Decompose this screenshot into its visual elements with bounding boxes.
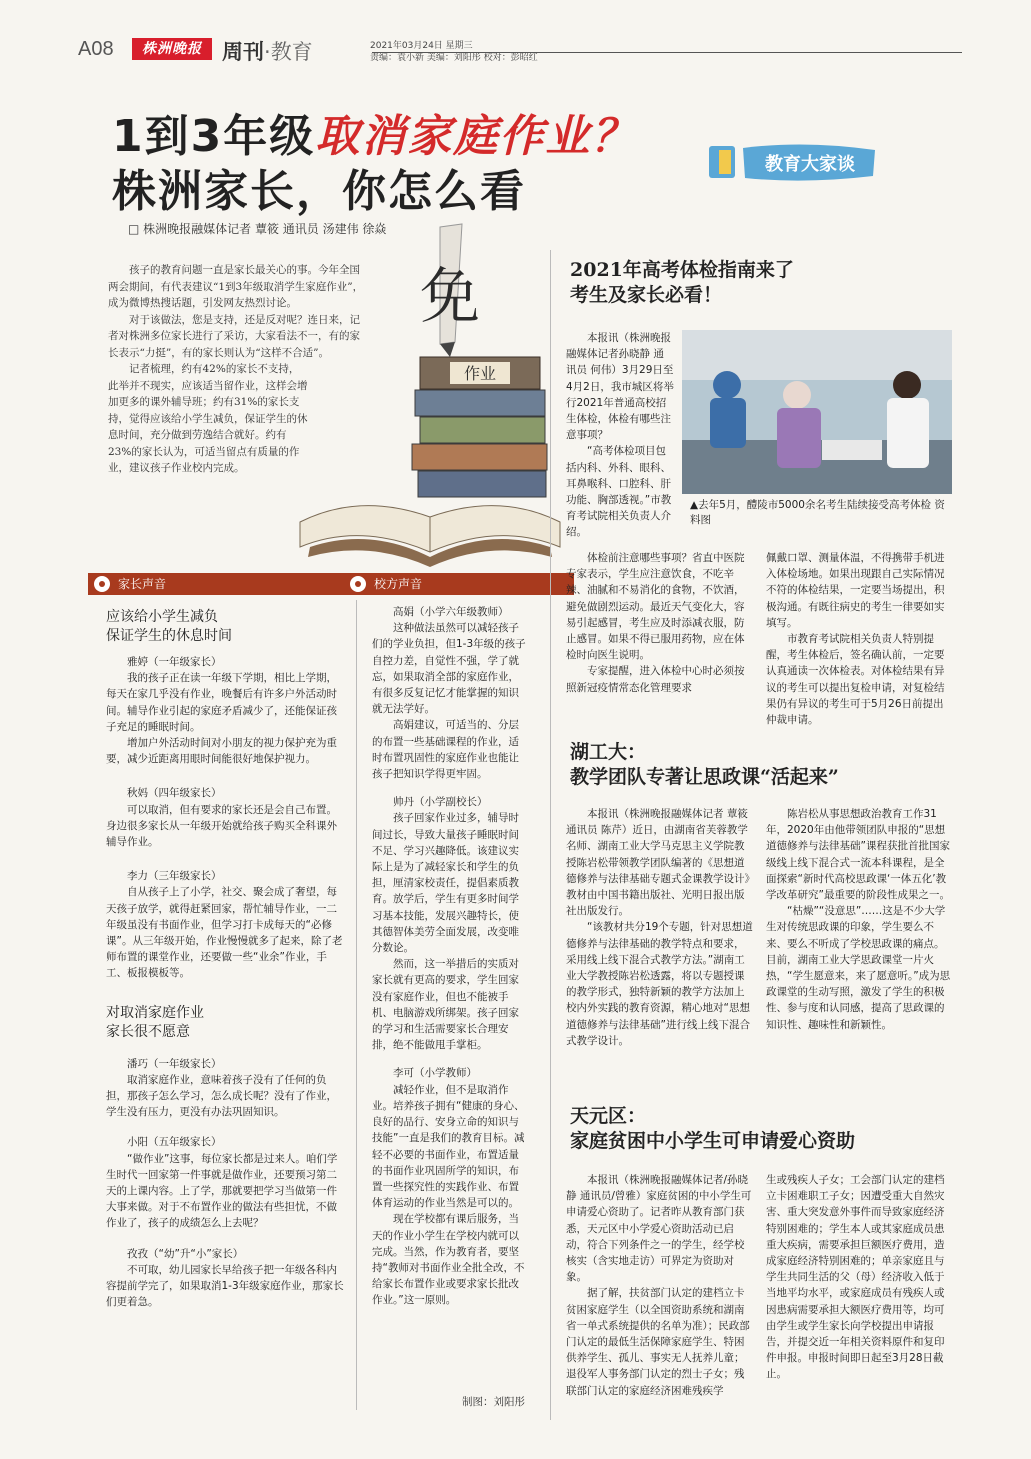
quote-para: 现在学校都有课后服务，当天的作业小学生在学校内就可以完成。当然，作为教育者，要坚持“教师对书面作业全批全改，不给家长布置作业或要求家长批改作业。”这一原则。 xyxy=(372,1213,525,1307)
exam-photo xyxy=(682,330,952,494)
article-para: 市教育考试院相关负责人特别提醒，考生体检后，签名确认前，一定要认真通读一次体检表。对体检结果有异议的考生可以提出复检申请，对复检结果仍有异议的考生可于5月26日前提出仲裁申请。 xyxy=(766,633,945,727)
article1-col-c xyxy=(766,550,952,728)
photo-caption: ▲去年5月，醴陵市5000余名考生陆续接受高考体检 资料图 xyxy=(690,499,945,526)
section-tag-parents: 家长声音 xyxy=(88,573,358,595)
speaker-name: 潘巧（一年级家长） xyxy=(127,1057,222,1070)
article3-title: 天元区： 家庭贫困中小学生可申请爱心资助 xyxy=(570,1105,856,1152)
header-rule xyxy=(372,52,962,53)
quote-para: 这种做法虽然可以减轻孩子们的学业负担，但1-3年级的孩子自控力差，自觉性不强，学了就忘，如果取消全部的家庭作业，有很多反复记忆才能掌握的知识就无法学好。 xyxy=(372,622,526,716)
article-para: 陈岩松从事思想政治教育工作31年，2020年由他带领团队申报的“思想道德修养与法律基础”课程获批首批国家级线上线下混合式一流本科课程，是全面探索“新时代高校思政课‘一体五化’教学改革研究”最重要的阶段性成果之一。 xyxy=(766,808,950,902)
article-para: “枯燥”“没意思”……这是不少大学生对传统思政课的印象，学生要么不来、要么不听成了学校思政课的痛点。目前，湖南工业大学思政课堂一片火热，“学生愿意来，来了愿意听。”成为思政课堂的生动写照，激发了学生的积极性、参与度和认同感，提高了思政课的知识性、趣味性和新颖性。 xyxy=(766,905,951,1031)
quote-para: 自从孩子上了小学，社交、聚会成了奢望，每天孩子放学，就得赶紧回家，帮忙辅导作业，一二年级虽没有书面作业，但学习打卡成每天的“必修课”。从三年级开始，作业慢慢就多了起来，除了老师布置的课堂作业，还要做一些“业余”作业，手工、板报模板等。 xyxy=(106,886,343,980)
speaker-name: 雅婷（一年级家长） xyxy=(127,656,222,668)
speaker-name: 李可（小学教师） xyxy=(393,1067,477,1080)
article-para: “高考体检项目包括内科、外科、眼科、耳鼻喉科、口腔科、肝功能、胸部透视。”市教育考试院相关负责人介绍。 xyxy=(566,445,672,539)
speaker-name: 李力（三年级家长） xyxy=(127,870,222,883)
article1-title: 2021年高考体检指南来了 考生及家长必看！ xyxy=(570,259,794,306)
article-para: 本报讯（株洲晚报融媒体记者/孙晓静 通讯员/曾雅）家庭贫困的中小学生可申请爱心资助了。记者昨从教育部门获悉，天元区中小学爱心资助活动已启动，符合下列条件之一的学生，经学校核实（含实地走访）可界定为资助对象。 xyxy=(566,1174,752,1284)
article-para: “该教材共分19个专题，针对思想道德修养与法律基础的教学特点和要求，采用线上线下混合式教学方法。”湖南工业大学教授陈岩松透露，将以专题授课的教学形式，独特新颖的教学方法加上校内外实践的教育资源，精心地对“思想道德修养与法律基础”进行线上线下混合式教学设计。 xyxy=(566,921,753,1047)
speaker-name: 帅丹（小学副校长） xyxy=(393,796,488,809)
book-label: 作业 xyxy=(463,364,497,383)
column-badge xyxy=(705,140,880,186)
subheading: 应该给小学生减负 保证学生的休息时间 xyxy=(106,609,232,644)
quote-para: 增加户外活动时间对小朋友的视力保护充为重要，减少近距离用眼时间能很好地保护视力。 xyxy=(106,737,337,766)
speaker-name: 孜孜（“幼”升“小”家长） xyxy=(127,1247,244,1260)
svg-text:教育大家谈: 教育大家谈 xyxy=(765,154,855,175)
speaker-name: 小阳（五年级家长） xyxy=(127,1136,222,1149)
article3-col-a xyxy=(566,1172,754,1399)
article-para: 本报讯（株洲晚报融媒体记者孙晓静 通讯员 何伟）3月29日至4月2日，我市城区将举行2021年普通高校招生体检，体检有哪些注意事项？ xyxy=(566,332,674,442)
quote-para: 高娟建议，可适当的、分层的布置一些基础课程的作业，适时布置巩固性的家庭作业也能让孩子把知识学得更牢固。 xyxy=(372,719,519,781)
headline-highlight: 取消家庭作业？ xyxy=(315,111,638,162)
section-sub: 教育 xyxy=(270,40,313,64)
article-para: 专家提醒，进入体检中心时必须按照新冠疫情常态化管理要求 xyxy=(566,665,745,694)
article-para: 据了解，扶贫部门认定的建档立卡贫困家庭学生（以全国资助系统和湖南省一单式系统提供的名单为准）；民政部门认定的最低生活保障家庭学生、特困供养学生、孤儿、事实无人抚养儿童；退役军人事务部门认定的烈士子女；残联部门认定的家庭经济困难残疾学 xyxy=(566,1287,750,1397)
quote-para: 然而，这一举措后的实质对家长就有更高的要求，学生回家没有家庭作业，但也不能被手机、电脑游戏所绑架。孩子回家的学习和生活需要家长合理安排，绝不能做甩手掌柜。 xyxy=(372,958,519,1052)
article2-title: 湖工大： 教学团队专著让思政课“活起来” xyxy=(570,741,839,788)
graphic-credit: 制图：刘阳彤 xyxy=(462,1396,525,1408)
intro-para: 孩子的教育问题一直是家长最关心的事。今年全国两会期间，有代表建议“1到3年级取消学生家庭作业”，成为微博热搜话题，引发网友热烈讨论。 xyxy=(108,264,364,309)
article1-col-b xyxy=(566,550,754,696)
article2-col-b xyxy=(766,806,952,1033)
subheading: 对取消家庭作业 家长很不愿意 xyxy=(106,1004,204,1040)
article-para: 本报讯（株洲晚报融媒体记者 蕈筱 通讯员 陈芹）近日，由湖南省芙蓉教学名师、湖南工业大学马克思主义学院教授陈岩松带领教学团队编著的《思想道德修养与法律基础专题式金课教学设计》教材由中国书籍出版社、光明日报出版社出版发行。 xyxy=(566,808,750,918)
quote-para: 减轻作业，但不是取消作业。培养孩子拥有“健康的身心、良好的品行、安身立命的知识与技能”一直是我们的教育目标。减轻不必要的书面作业，布置适量的书面作业巩固所学的知识，布置一些探究性的实践作业、布置体育运动的作业当然是可以的。 xyxy=(372,1083,525,1210)
speaker-name: 秋妈（四年级家长） xyxy=(127,787,222,800)
stamp-character: 免 xyxy=(420,262,480,332)
article-para: 体检前注意哪些事项？省直中医院专家表示，学生应注意饮食，不吃辛辣、油腻和不易消化的食物，不饮酒，避免做剧烈运动。最近天气变化大，容易引起感冒，考生应及时添减衣服，防止感冒。如果不得已服用药物，应在体检时向医生说明。 xyxy=(566,552,745,662)
quote-para: 取消家庭作业，意味着孩子没有了任何的负担，那孩子怎么学习，怎么成长呢？没有了作业，学生没有压力，更没有办法巩固知识。 xyxy=(106,1073,337,1119)
school-column xyxy=(372,604,528,1309)
article-para: 佩戴口罩、测量体温，不得携带手机进入体检场地。如果出现跟自己实际情况不符的体检结果，一定要当场提出，积极沟通。有既往病史的考生一律要如实填写。 xyxy=(766,552,945,629)
article3-col-b xyxy=(766,1172,952,1383)
quote-para: 孩子回家作业过多，辅导时间过长，导致大量孩子睡眠时间不足、学习兴趣降低。该建议实际上是为了减轻家长和学生的负担，厘清家校责任，提倡素质教育。放学后，学生有更多时间学习基本技能，发展兴趣特长，使其德智体美劳全面发展，改变唯分数论。 xyxy=(372,812,519,955)
headline-line2: 株洲家长，你怎么看 xyxy=(112,166,526,217)
byline: □ 株洲晚报融媒体记者 蕈筱 通讯员 汤建伟 徐焱 xyxy=(128,222,387,236)
quote-para: 我的孩子正在读一年级下学期，相比上学期，每天在家几乎没有作业，晚餐后有许多户外活动时间。辅导作业引起的家庭矛盾减少了，还能保证孩子充足的睡眠时间。 xyxy=(106,672,337,733)
intro-para: 对于该做法，您是支持，还是反对呢？连日来，记者对株洲多位家长进行了采访，大家看法不一，有的家长表示“力挺”，有的家长则认为“这样不合适”。 xyxy=(108,313,360,359)
parents-column xyxy=(106,604,346,1311)
column-divider xyxy=(356,600,357,1410)
speaker-name: 高娟（小学六年级教师） xyxy=(393,606,509,618)
intro-para: 记者梳理，约有42%的家长不支持，此举并不现实，应该适当留作业，这样会增加更多的课外辅导班；约有31%的家长支持，觉得应该给小学生减负，保证学生的休息时间，充分做到劳逸结合就好。约有23%的家长认为，可适当留点有质量的作业，建议孩子作业校内完成。 xyxy=(108,363,308,474)
article1-col-a xyxy=(566,330,674,541)
quote-para: 不可取，幼儿园家长早给孩子把一年级各科内容提前学完了，如果取消1-3年级家庭作业，那家长们更着急。 xyxy=(106,1263,344,1309)
headline-line1: 1到3年级取消家庭作业？ xyxy=(112,111,638,162)
homework-books-illustration xyxy=(290,222,570,572)
column-divider xyxy=(550,250,551,1420)
section-title: 周刊·教育 xyxy=(222,40,313,64)
quote-para: “做作业”这事，每位家长都是过来人。咱们学生时代一回家第一件事就是做作业，还要预习第二天的上课内容。上了学，那就要把学习当做第一件大事来做。对于不布置作业的做法有些担忧，不做作业了，孩子的成绩怎么上去呢？ xyxy=(106,1152,338,1230)
editor-credits: 责编：袁小新 美编：刘阳彤 校对：彭昭红 xyxy=(370,53,538,63)
section-name: 周刊 xyxy=(222,40,264,64)
article2-col-a xyxy=(566,806,754,1049)
issue-date: 2021年03月24日 星期三 xyxy=(370,41,473,51)
section-tag-school: 校方声音 xyxy=(344,573,574,595)
page-number: A08 xyxy=(78,38,114,60)
masthead-logo: 株洲晚报 xyxy=(132,38,212,60)
quote-para: 可以取消，但有要求的家长还是会自己布置。身边很多家长从一年级开始就给孩子购买全科课外辅导作业。 xyxy=(106,803,337,849)
article-para: 生或残疾人子女；工会部门认定的建档立卡困难职工子女；因遭受重大自然灾害、重大突发意外事件而导致家庭经济特别困难的；学生本人或其家庭成员患重大疾病，需要承担巨额医疗费用，造成家庭经济特别困难的；单亲家庭且与学生共同生活的父（母）经济收入低于当地平均水平，或家庭成员有残疾人或因患病需要承担大额医疗费用等，均可由学生或学生家长向学校提出申请报告，并提交近一年相关资料原件和复印件申报。申报时间即日起至3月28日截止。 xyxy=(766,1174,945,1381)
